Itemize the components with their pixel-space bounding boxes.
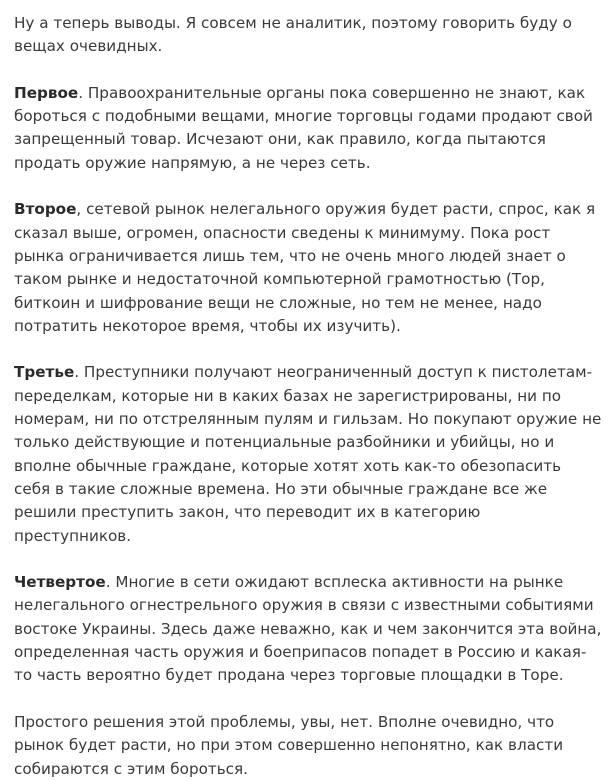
point-text-4: . Многие в сети ожидают всплеска активности на рынке нелегального огнестрельного оружия в связи с известными событиями востоке Украины. Здесь даже неважно, как и чем закончится эта война, определенная часть оружия и боеприпасов попадет в Россию и какая-то часть вероятно будет продана через торговые площадки в Торе. [14, 573, 602, 685]
point-heading-2: Второе [14, 200, 77, 219]
point-paragraph-3 [14, 361, 602, 547]
point-text-1: . Правоохранительные органы пока совершенно не знают, как бороться с подобными вещами, многие торговцы годами продают свой запрещенный товар. Исчезают они, как правило, когда пытаются продать оружие напрямую, а не через сеть. [14, 83, 593, 172]
intro-paragraph: Ну а теперь выводы. Я совсем не аналитик, поэтому говорить буду о вещах очевидных. [14, 14, 572, 56]
point-heading-3: Третье [14, 363, 75, 382]
point-paragraph-2 [14, 198, 602, 338]
point-paragraph-1 [14, 82, 602, 175]
point-heading-4: Четвертое [14, 573, 106, 592]
point-text-3: . Преступники получают неограниченный доступ к пистолетам-переделкам, которые ни в каких базах не зарегистрированы, ни по номерам, ни по отстрелянным пулям и гильзам. Но покупают оружие не только действующие и потенциальные разбойники и убийцы, но и вполне обычные граждане, которые хотят хоть как-то обезопасить себя в такие сложные времена. Но эти обычные граждане все же решили преступить закон, что переводит их в категорию преступников. [14, 363, 602, 545]
conclusion-paragraph: Простого решения этой проблемы, увы, нет. Вполне очевидно, что рынок будет расти, но при этом совершенно непонятно, как власти собираются с этим бороться. [14, 712, 564, 778]
point-paragraph-4 [14, 571, 602, 687]
point-heading-1: Первое [14, 83, 79, 102]
point-text-2: , сетевой рынок нелегального оружия будет расти, спрос, как я сказал выше, огромен, опасности сведены к минимуму. Пока рост рынка ограничивается лишь тем, что не очень много людей знает о таком рынке и недостаточной компьютерной грамотностью (Тор, биткоин и шифрование вещи не сложные, но тем не менее, надо потратить некоторое время, чтобы их изучить). [14, 200, 596, 335]
